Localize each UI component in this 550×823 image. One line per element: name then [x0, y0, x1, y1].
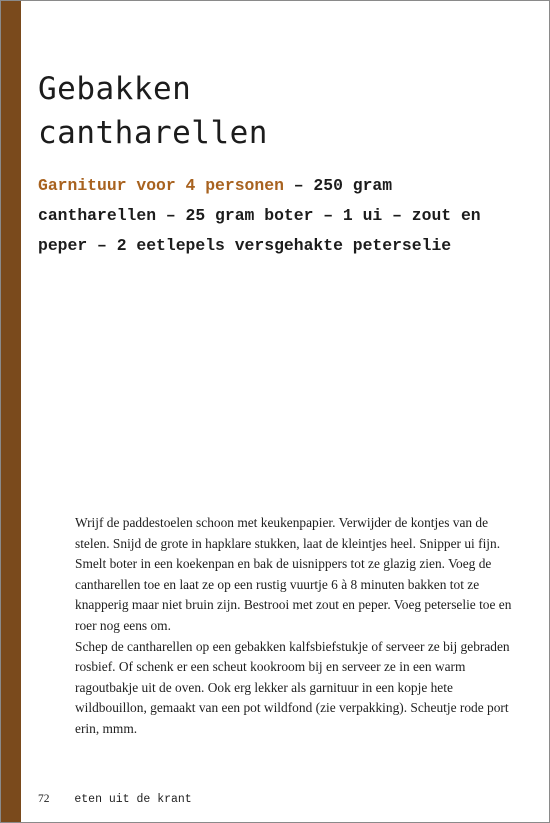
instructions-paragraph-2: Schep de cantharellen op een gebakken kalfsbiefstukje of serveer ze bij gebraden rosbief. Of schenk er een scheut kookroom bij en serveer ze in een warm ragoutbakje uit de oven. Ook erg lekker als garnituur in een kopje hete wildbouillon, gemaakt van een pot wildfond (zie verpakking). Scheutje rode port erin, mmm.: [75, 638, 510, 736]
page-number: 72: [38, 793, 50, 805]
recipe-instructions: [75, 513, 515, 740]
ingredients-list: [38, 171, 518, 261]
recipe-title: [38, 67, 268, 155]
recipe-title-line-1: Gebakken: [38, 71, 192, 107]
ingredients-lead: Garnituur voor 4 personen: [38, 176, 284, 195]
running-footer-title: eten uit de krant: [74, 793, 192, 806]
ingredients-text: – 250 gram cantharellen – 25 gram boter – 1 ui – zout en peper – 2 eetlepels versgehakte peterselie: [38, 176, 481, 255]
page-spine-bar: [1, 1, 21, 822]
page-footer: [38, 793, 192, 806]
recipe-title-line-2: cantharellen: [38, 115, 268, 151]
instructions-paragraph-1: Wrijf de paddestoelen schoon met keukenpapier. Verwijder de kontjes van de stelen. Snijd de grote in hapklare stukken, laat de kleintjes heel. Snipper ui fijn. Smelt boter in een koekenpan en bak de uisnippers tot ze glazig zien. Voeg de cantharellen toe en laat ze op een rustig vuurtje 6 à 8 minuten bakken tot ze knapperig maar niet bruin zijn. Bestrooi met zout en peper. Voeg peterselie toe en roer nog eens om.: [75, 515, 512, 633]
